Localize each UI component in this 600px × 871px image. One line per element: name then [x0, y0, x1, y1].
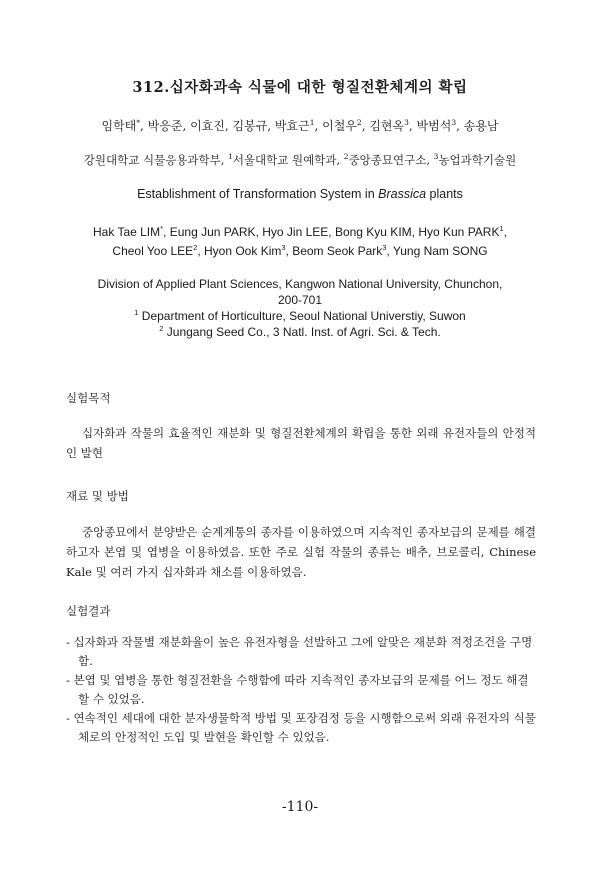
affiliation-text: Department of Horticulture, Seoul National Universtiy, Suwon: [141, 309, 466, 323]
results-item: - 본엽 및 엽병을 통한 형질전환을 수행함에 따라 지속적인 종자보급의 문제를 어느 정도 해결할 수 있었음.: [66, 673, 529, 706]
author-name: Eung Jun PARK: [169, 225, 256, 239]
author-name: Cheol Yoo LEE: [112, 244, 194, 258]
author-affiliation-mark: 3: [382, 243, 387, 252]
author-affiliation-mark: 1: [499, 224, 504, 233]
author-affiliation-mark: 3: [451, 118, 457, 127]
author-name: 박응준: [147, 119, 183, 133]
results-heading: 실험결과: [66, 604, 111, 618]
affiliation-name: 중앙종묘연구소: [348, 153, 427, 167]
objective-heading: 실험목적: [66, 391, 111, 405]
author-name: 박효근: [274, 119, 310, 133]
affiliation-mark: 1: [228, 152, 233, 162]
author-affiliation-mark: *: [160, 224, 164, 233]
author-name: Beom Seok Park: [292, 244, 383, 258]
affiliation-mark: 1: [134, 308, 139, 317]
author-name: 송용남: [463, 119, 499, 133]
english-title-prefix: Establishment of Transformation System in: [137, 187, 379, 201]
author-name: 김현옥: [369, 119, 405, 133]
author-name: Yung Nam SONG: [392, 244, 488, 258]
page-number: -110-: [281, 799, 319, 815]
author-name: 임학태: [101, 119, 137, 133]
author-name: 김봉규: [232, 119, 268, 133]
affiliation-line: [40, 292, 560, 308]
affiliation-name: 농업과학기술원: [438, 153, 517, 167]
affiliation-name: 서울대학교 원예학과: [232, 153, 337, 167]
results-list: [66, 633, 536, 747]
affiliation-line: [40, 324, 560, 340]
authors-english: [40, 223, 560, 261]
author-name: Hyo Kun PARK: [418, 225, 500, 239]
authors-english-line-1: Hak Tae LIM*, Eung Jun PARK, Hyo Jin LEE, Bong Kyu KIM, Hyo Kun PARK$^1$,: [92, 224, 507, 239]
objective-text: 십자화과 작물의 효율적인 재분화 및 형질전환체계의 확립을 통한 외래 유전자들의 안정적인 발현: [66, 426, 536, 460]
author-name: 박범석: [416, 119, 452, 133]
affiliation-line: [40, 308, 560, 324]
english-title-genus: Brassica: [378, 187, 427, 201]
author-affiliation-mark: 2: [356, 118, 362, 127]
paper-title: 312.십자화과속 식물에 대한 형질전환체계의 확립: [132, 79, 468, 96]
affiliation-text: Division of Applied Plant Sciences, Kangwon National University, Chunchon,: [97, 277, 503, 291]
author-name: Bong Kyu KIM: [334, 225, 412, 239]
english-title: [40, 187, 560, 201]
author-name: 이효진: [190, 119, 225, 133]
author-name: Hak Tae LIM: [92, 225, 161, 239]
author-affiliation-mark: 2: [193, 243, 198, 252]
author-name: Hyon Ook Kim: [204, 244, 282, 258]
author-name: 이철우: [322, 119, 357, 133]
english-title-suffix: plants: [426, 187, 463, 201]
affiliation-text: 200-701: [277, 293, 323, 307]
affiliation-mark: 3: [433, 152, 439, 162]
author-affiliation-mark: *: [136, 118, 141, 127]
results-item: - 십자화과 작물별 재분화율이 높은 유전자형을 선발하고 그에 알맞은 재분화 적정조건을 구명함.: [66, 635, 533, 668]
materials-heading: 재료 및 방법: [66, 489, 129, 503]
author-name: Hyo Jin LEE: [262, 225, 329, 239]
affiliation-mark: 2: [343, 152, 349, 162]
author-affiliation-mark: 3: [281, 243, 286, 252]
authors-korean: 임학태*, 박응준, 이효진, 김봉규, 박효근$^1$, 이철우$^2$, 김현옥$^3$, 박범석$^3$, 송용남: [101, 118, 499, 133]
results-item: - 연속적인 세대에 대한 분자생물학적 방법 및 포장검정 등을 시행함으로써 외래 유전자의 식물체로의 안정적인 도입 및 발현을 확인할 수 있었음.: [66, 711, 536, 744]
author-affiliation-mark: 3: [404, 118, 409, 127]
affiliations-korean: 강원대학교 식물응용과학부, $^1$서울대학교 원예학과, $^2$중앙종묘연구소, $^3$농업과학기술원: [83, 152, 517, 167]
affiliation-mark: 2: [159, 324, 164, 333]
materials-text: 중앙종묘에서 분양받은 순계계통의 종자를 이용하였으며 지속적인 종자보급의 문제를 해결하고자 본엽 및 엽병을 이용하였음. 또한 주로 실험 작물의 종류는 배추, 브로콜리, Chinese Kale 및 여러 가지 십자화과 채소를 이용하였음.: [66, 525, 536, 579]
affiliation-line: [40, 276, 560, 292]
affiliations-english: [40, 276, 560, 340]
affiliation-text: Jungang Seed Co., 3 Natl. Inst. of Agri. Sci. & Tech.: [166, 325, 441, 339]
author-affiliation-mark: 1: [309, 118, 315, 127]
affiliation-name: 강원대학교 식물응용과학부: [83, 153, 221, 167]
authors-english-line-2: Cheol Yoo LEE$^2$, Hyon Ook Kim$^3$, Beom Seok Park$^3$, Yung Nam SONG: [112, 243, 488, 258]
